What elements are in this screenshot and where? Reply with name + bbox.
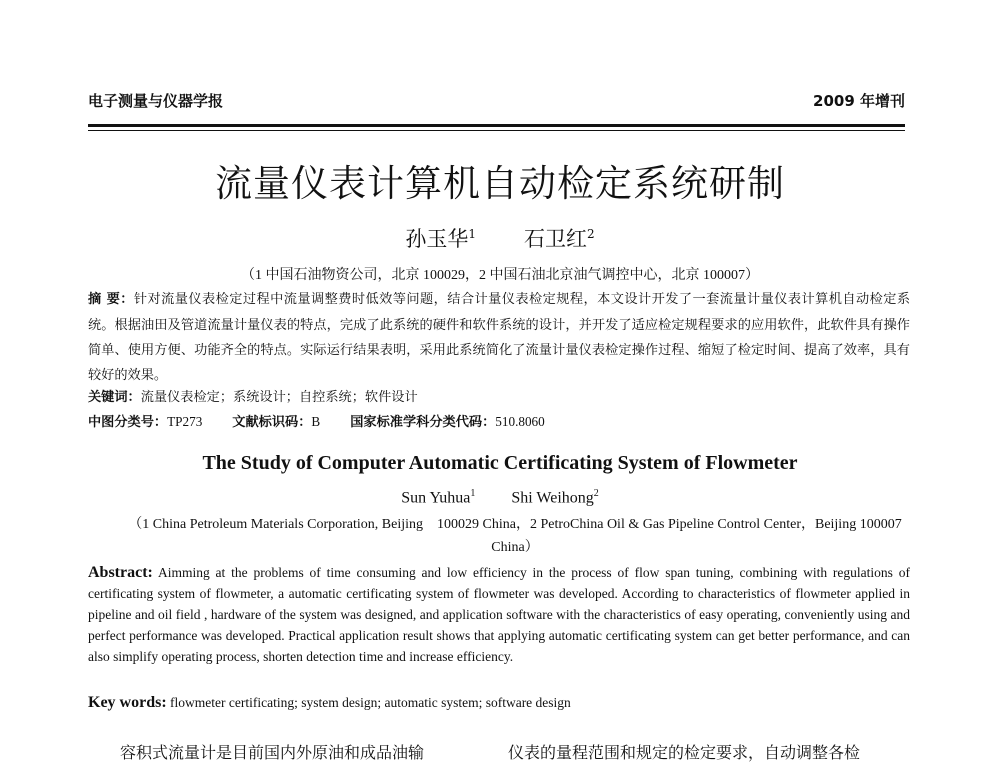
affiliation: （1 中国石油物资公司，北京 100029，2 中国石油北京油气调控中心，北京 100007） [241, 268, 759, 283]
author-affil-mark: 1 [468, 227, 476, 241]
header-rule-thin [88, 130, 905, 131]
keywords-cn-label: 关键词： [88, 390, 141, 405]
doc-code-label: 文献标识码： [232, 415, 312, 430]
english-author-mark: 1 [470, 488, 476, 499]
doc-code-value: B [311, 414, 321, 429]
english-authors [0, 488, 1000, 507]
author-name: 孙玉华 [405, 227, 469, 251]
classification-line [88, 411, 545, 430]
keywords-en-label: Key words: [88, 694, 167, 711]
clc-value: TP273 [167, 414, 203, 429]
english-affiliation: （1 China Petroleum Materials Corporation, Beijing 100029 China，2 PetroChina Oil & Gas Pipeline Control Center，Beijing 100007 China） [128, 517, 902, 555]
abstract-en-text: Aimming at the problems of time consuming and low efficiency in the process of flow span tuning, combining with regulations of certificating system of flowmeter, a automatic certificating system of flowmeter was developed. According to characteristics of flowmeter applied in pipeline and oil field , hardware of the system was designed, and application software with the characteristics of easy operating, conveniently using and perfect performance was developed. Practical application result shows that applying automatic certificating system can get better performance, and can also simplify operating process, shorten detection time and increase efficiency. [88, 565, 910, 664]
abstract-en [88, 562, 910, 667]
english-title: The Study of Computer Automatic Certificating System of Flowmeter [202, 452, 798, 474]
issue-label: 2009 年增刊 [813, 92, 905, 110]
std-code-value: 510.8060 [495, 414, 545, 429]
abstract-cn-label: 摘 要： [88, 292, 134, 307]
author-name: 石卫红 [524, 227, 587, 251]
author-list [0, 223, 1000, 253]
keywords-en-text: flowmeter certificating; system design; automatic system; software design [170, 695, 571, 710]
clc-label: 中图分类号： [88, 415, 168, 430]
english-author-name: Shi Weihong [511, 489, 594, 507]
keywords-cn [88, 386, 418, 405]
body-text-left-column: 容积式流量计是目前国内外原油和成品油输 [120, 745, 425, 762]
keywords-en [88, 694, 571, 712]
keywords-cn-text: 流量仪表检定；系统设计；自控系统；软件设计 [140, 389, 418, 404]
std-code-label: 国家标准学科分类代码： [350, 415, 496, 430]
body-text-right-column: 仪表的量程范围和规定的检定要求，自动调整各检 [508, 745, 861, 762]
abstract-en-label: Abstract: [88, 564, 153, 581]
author-affil-mark: 2 [587, 227, 595, 241]
abstract-cn [88, 286, 910, 387]
header-rule-thick [88, 124, 905, 127]
english-author-name: Sun Yuhua [401, 489, 471, 507]
abstract-cn-text: 针对流量仪表检定过程中流量调整费时低效等问题，结合计量仪表检定规程，本文设计开发了一套流量计量仪表计算机自动检定系统。根据油田及管道流量计量仪表的特点，完成了此系统的硬件和软件系统的设计，并开发了适应检定规程要求的应用软件，此软件具有操作简单、使用方便、功能齐全的特点。实际运行结果表明，采用此系统简化了流量计量仪表检定操作过程、缩短了检定时间、提高了效率，具有较好的效果。 [88, 291, 911, 382]
journal-name: 电子测量与仪器学报 [88, 92, 224, 110]
paper-title: 流量仪表计算机自动检定系统研制 [215, 162, 785, 205]
english-author-mark: 2 [593, 488, 599, 499]
